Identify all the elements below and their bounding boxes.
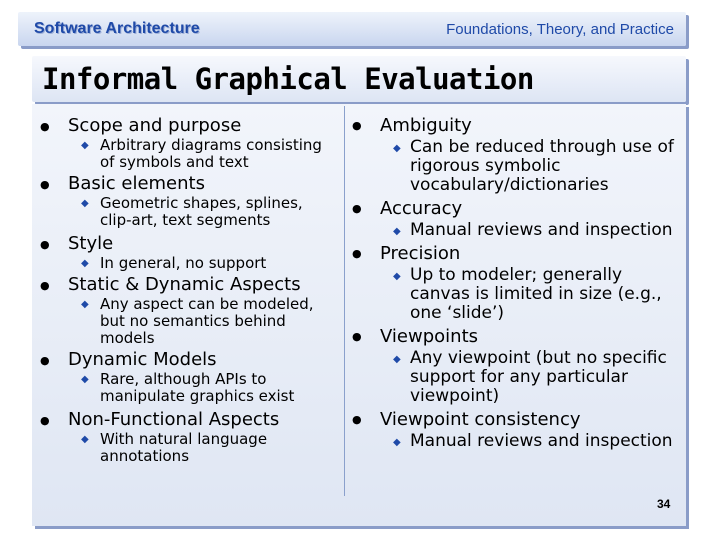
bullet-item: ● Style ◆ In general, no support — [38, 234, 338, 272]
sub-bullet-item: ◆ Arbitrary diagrams consisting of symbols and text — [68, 137, 338, 171]
bullet-item: ● Viewpoints ◆ Any viewpoint (but no specific support for any particular viewpoint) — [350, 326, 682, 406]
sub-bullet-item: ◆ Geometric shapes, splines, clip-art, text segments — [68, 195, 338, 229]
sub-bullet-item: ◆ Can be reduced through use of rigorous symbolic vocabulary/dictionaries — [380, 138, 682, 195]
bullet-item: ● Static & Dynamic Aspects ◆ Any aspect can be modeled, but no semantics behind models — [38, 275, 338, 347]
sub-bullet-item: ◆ Manual reviews and inspection — [380, 432, 682, 451]
bullet-item: ● Precision ◆ Up to modeler; generally canvas is limited in size (e.g., one ‘slide’) — [350, 243, 682, 323]
sub-bullet-item: ◆ With natural language annotations — [68, 431, 338, 465]
bullet-item: ● Accuracy ◆ Manual reviews and inspection — [350, 198, 682, 240]
bullet-item: ● Dynamic Models ◆ Rare, although APIs to manipulate graphics exist — [38, 350, 338, 405]
slide-title: Informal Graphical Evaluation — [42, 62, 534, 96]
course-brand: Software Architecture — [34, 20, 200, 37]
left-column — [38, 112, 338, 466]
sub-bullet-item: ◆ Rare, although APIs to manipulate graphics exist — [68, 371, 338, 405]
right-column — [350, 112, 682, 452]
bullet-item: ● Basic elements ◆ Geometric shapes, splines, clip-art, text segments — [38, 174, 338, 229]
header-bar — [18, 12, 686, 46]
sub-bullet-item: ◆ Any aspect can be modeled, but no semantics behind models — [68, 296, 338, 347]
course-subtitle: Foundations, Theory, and Practice — [446, 21, 674, 38]
column-divider — [344, 106, 345, 496]
sub-bullet-item: ◆ Any viewpoint (but no specific support for any particular viewpoint) — [380, 349, 682, 406]
sub-bullet-item: ◆ In general, no support — [68, 255, 338, 272]
sub-bullet-item: ◆ Manual reviews and inspection — [380, 221, 682, 240]
bullet-item: ● Viewpoint consistency ◆ Manual reviews and inspection — [350, 409, 682, 451]
title-box — [32, 56, 686, 102]
bullet-item: ● Scope and purpose ◆ Arbitrary diagrams consisting of symbols and text — [38, 116, 338, 171]
sub-bullet-item: ◆ Up to modeler; generally canvas is limited in size (e.g., one ‘slide’) — [380, 266, 682, 323]
bullet-item: ● Ambiguity ◆ Can be reduced through use of rigorous symbolic vocabulary/dictionaries — [350, 115, 682, 195]
bullet-item: ● Non-Functional Aspects ◆ With natural language annotations — [38, 410, 338, 465]
page-number: 34 — [657, 497, 671, 511]
